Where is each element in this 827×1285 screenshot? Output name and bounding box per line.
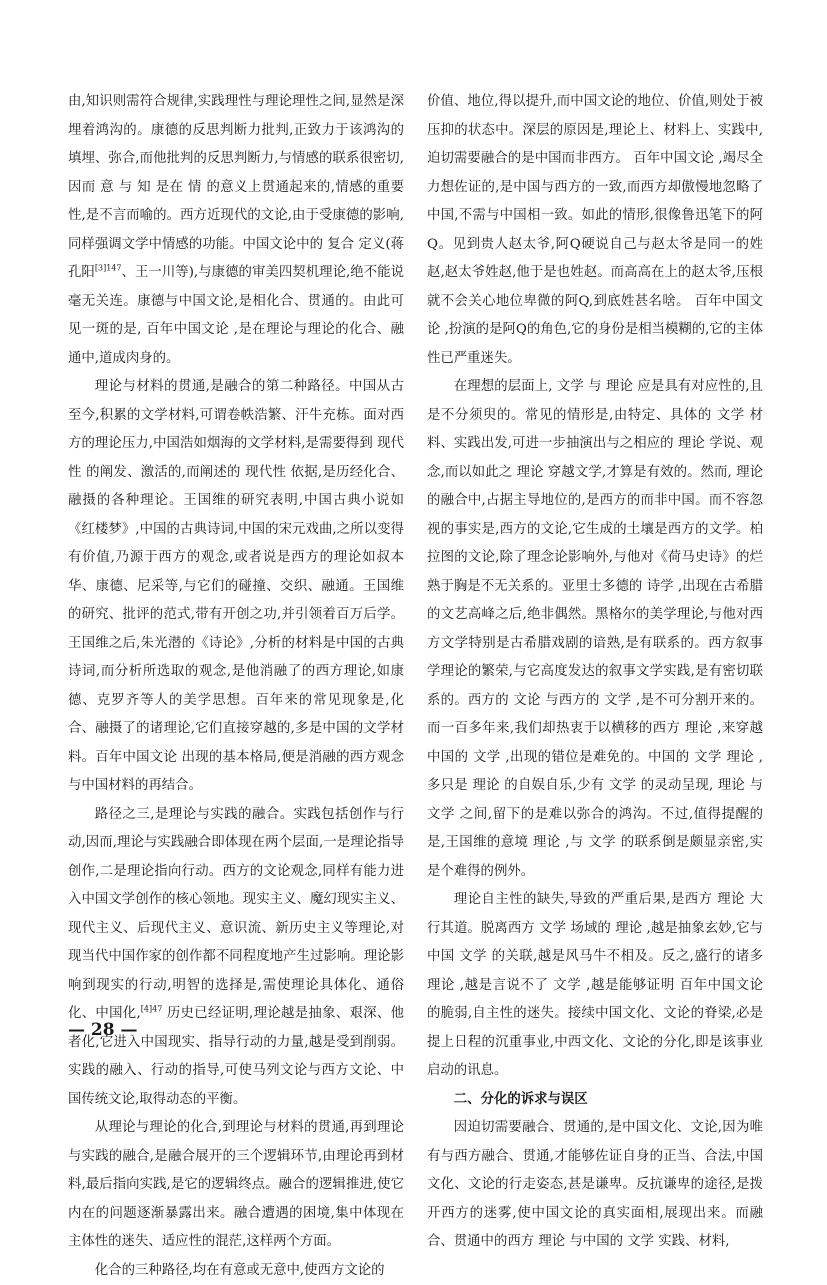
right-column xyxy=(427,88,763,1257)
paragraph-text: 、王一川等),与康德的审美四契机理论,绝不能说毫无关连。康德与中国文论,是相化合、贯通的。由此可见一斑的是, 百年中国文论 ,是在理论与理论的化合、融通中,道成肉身的。 xyxy=(68,265,404,366)
paragraph: 在理想的层面上, 文学 与 理论 应是具有对应性的,且是不分须臾的。常见的情形是,由特定、具体的 文学 材料、实践出发,可进一步抽演出与之相应的 理论 学说、观念,而以如此之 理论 穿越文学,才算是有效的。然而, 理论 的融合中,占据主导地位的,是西方的而非中国。而不容忽视的事实是,西方的文论,它生成的土壤是西方的文学。柏拉图的文论,除了理念论影响外,与他对《荷马史诗》的烂熟于胸是不无关系的。亚里士多德的 诗学 ,出现在古希腊的文艺高峰之后,绝非偶然。黑格尔的美学理论,与他对西方文学特别是古希腊戏剧的谙熟,是有联系的。西方叙事学理论的繁荣,与它高度发达的叙事文学实践,是有密切联系的。西方的 文论 与西方的 文学 ,是不可分割开来的。而一百多年来,我们却热衷于以横移的西方 理论 ,来穿越中国的 文学 ,出现的错位是难免的。中国的 文学 理论 ,多只是 理论 的自娱自乐,少有 文学 的灵动呈现, 理论 与 文学 之间,留下的是难以弥合的鸿沟。不过,值得提醒的是,王国维的意境 理论 ,与 文学 的联系倒是颇显亲密,实是个难得的例外。 xyxy=(427,373,763,886)
citation-marker: [3]147 xyxy=(95,264,122,273)
left-column xyxy=(68,88,404,1285)
paragraph: 因迫切需要融合、贯通的,是中国文化、文论,因为唯有与西方融合、贯通,才能够佐证自身的正当、合法,中国文化、文论的行走姿态,甚是谦卑。反抗谦卑的途径,是拨开西方的迷雾,使中国文论的真实面相,展现出来。而融合、贯通中的西方 理论 与中国的 文学 实践、材料, xyxy=(427,1114,763,1257)
citation-marker: [4]47 xyxy=(141,1005,163,1014)
section-heading: 二、分化的诉求与误区 xyxy=(427,1086,763,1115)
paragraph-text: 由,知识则需符合规律,实践理性与理论理性之间,显然是深埋着鸿沟的。康德的反思判断力批判,正致力于该鸿沟的填埋、弥合,而他批判的反思判断力,与情感的联系很密切,因而 意 与 知 是在 情 的意义上贯通起来的,情感的重要性,是不言而喻的。西方近现代的文论,由于受康德的影响,同样强调文学中情感的功能。中国文论中的 复合 定义(蒋孔阳 xyxy=(68,94,404,280)
paragraph xyxy=(68,88,404,373)
paragraph-text: 路径之三,是理论与实践的融合。实践包括创作与行动,因而,理论与实践融合即体现在两个层面,一是理论指导创作,二是理论指向行动。西方的文论观念,同样有能力进入中国文学创作的核心领地。现实主义、魔幻现实主义、现代主义、后现代主义、意识流、新历史主义等理论,对现当代中国作家的创作都不同程度地产生过影响。理论影响到现实的行动,明智的选择是,需使理论具体化、通俗化、中国化, xyxy=(68,807,404,1022)
paragraph: 理论自主性的缺失,导致的严重后果,是西方 理论 大行其道。脱离西方 文学 场域的 理论 ,越是抽象玄妙,它与中国 文学 的关联,越是风马牛不相及。反之,盛行的诸多 理论 ,越是言说不了 文学 ,越是能够证明 百年中国文论 的脆弱,自主性的迷失。接续中国文化、文论的脊梁,必是提上日程的沉重事业,中西文化、文论的分化,即是该事业启动的讯息。 xyxy=(427,886,763,1086)
page-number: — 28 — xyxy=(68,1020,138,1040)
paragraph: 从理论与理论的化合,到理论与材料的贯通,再到理论与实践的融合,是融合展开的三个逻辑环节,由理论再到材料,最后指向实践,是它的逻辑终点。融合的逻辑推进,使它内在的问题逐渐暴露出来。融合遭遇的困境,集中体现在主体性的迷失、适应性的混茫,这样两个方面。 xyxy=(68,1114,404,1257)
paragraph: 化合的三种路径,均在有意或无意中,使西方文论的 xyxy=(68,1257,404,1285)
paragraph xyxy=(68,801,404,1115)
paragraph-text: 历史已经证明,理论越是抽象、艰深、他者化,它进入中国现实、指导行动的力量,越是受到削弱。实践的融入、行动的指导,可使马列文论与西方文论、中国传统文论,取得动态的平衡。 xyxy=(68,1006,404,1107)
paragraph: 价值、地位,得以提升,而中国文论的地位、价值,则处于被压抑的状态中。深层的原因是,理论上、材料上、实践中,迫切需要融合的是中国而非西方。 百年中国文论 ,竭尽全力想佐证的,是中国与西方的一致,而西方却傲慢地忽略了中国,不需与中国相一致。如此的情形,很像鲁迅笔下的阿Q。见到贵人赵太爷,阿Q硬说自己与赵太爷是同一的姓赵,赵太爷姓赵,他于是也姓赵。而高高在上的赵太爷,压根就不会关心地位卑微的阿Q,到底姓甚名啥。 百年中国文论 ,扮演的是阿Q的角色,它的身份是相当模糊的,它的主体性已严重迷失。 xyxy=(427,88,763,373)
paragraph: 理论与材料的贯通,是融合的第二种路径。中国从古至今,积累的文学材料,可谓卷帙浩繁、汗牛充栋。面对西方的理论压力,中国浩如烟海的文学材料,是需要得到 现代性 的阐发、激活的,而阐述的 现代性 依据,是历经化合、融摄的各种理论。王国维的研究表明,中国古典小说如《红楼梦》,中国的古典诗词,中国的宋元戏曲,之所以变得有价值,乃源于西方的观念,或者说是西方的理论如叔本华、康德、尼采等,与它们的碰撞、交织、融通。王国维的研究、批评的范式,带有开创之功,并引领着百万后学。王国维之后,朱光潜的《诗论》,分析的材料是中国的古典诗词,而分析所选取的观念,是他消融了的西方理论,如康德、克罗齐等人的美学思想。百年来的常见现象是,化合、融摄了的诸理论,它们直接穿越的,多是中国的文学材料。百年中国文论 出现的基本格局,便是消融的西方观念与中国材料的再结合。 xyxy=(68,373,404,801)
